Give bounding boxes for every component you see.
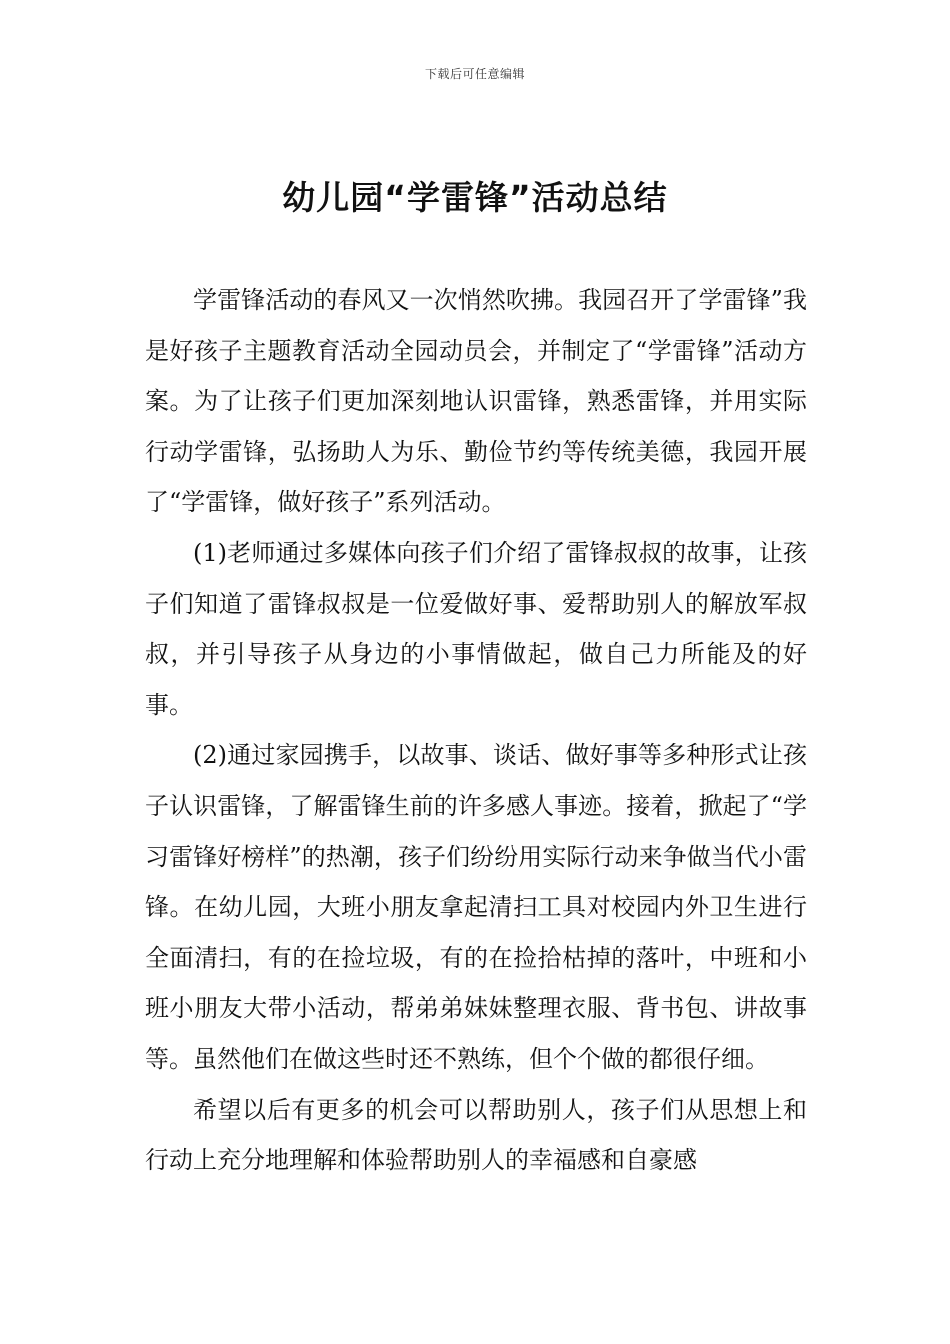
document-body bbox=[145, 275, 807, 1186]
paragraph-intro: 学雷锋活动的春风又一次悄然吹拂。我园召开了学雷锋”我是好孩子主题教育活动全园动员会，并制定了“学雷锋”活动方案。为了让孩子们更加深刻地认识雷锋，熟悉雷锋，并用实际行动学雷锋，弘扬助人为乐、勤俭节约等传统美德，我园开展了“学雷锋，做好孩子”系列活动。 bbox=[145, 286, 807, 517]
document-title: 幼儿园“学雷锋”活动总结 bbox=[282, 178, 668, 217]
paragraph-item-2: (2)通过家园携手，以故事、谈话、做好事等多种形式让孩子认识雷锋，了解雷锋生前的许多感人事迹。接着，掀起了“学习雷锋好榜样”的热潮，孩子们纷纷用实际行动来争做当代小雷锋。在幼儿园，大班小朋友拿起清扫工具对校园内外卫生进行全面清扫，有的在捡垃圾，有的在捡拾枯掉的落叶，中班和小班小朋友大带小活动，帮弟弟妹妹整理衣服、背书包、讲故事等。虽然他们在做这些时还不熟练，但个个做的都很仔细。 bbox=[145, 741, 807, 1073]
page-header: 下载后可任意编辑 bbox=[424, 67, 525, 81]
paragraph-conclusion: 希望以后有更多的机会可以帮助别人，孩子们从思想上和行动上充分地理解和体验帮助别人的幸福感和自豪感 bbox=[145, 1095, 807, 1175]
paragraph-item-1: (1)老师通过多媒体向孩子们介绍了雷锋叔叔的故事，让孩子们知道了雷锋叔叔是一位爱做好事、爱帮助别人的解放军叔叔，并引导孩子从身边的小事情做起，做自己力所能及的好事。 bbox=[145, 538, 807, 719]
